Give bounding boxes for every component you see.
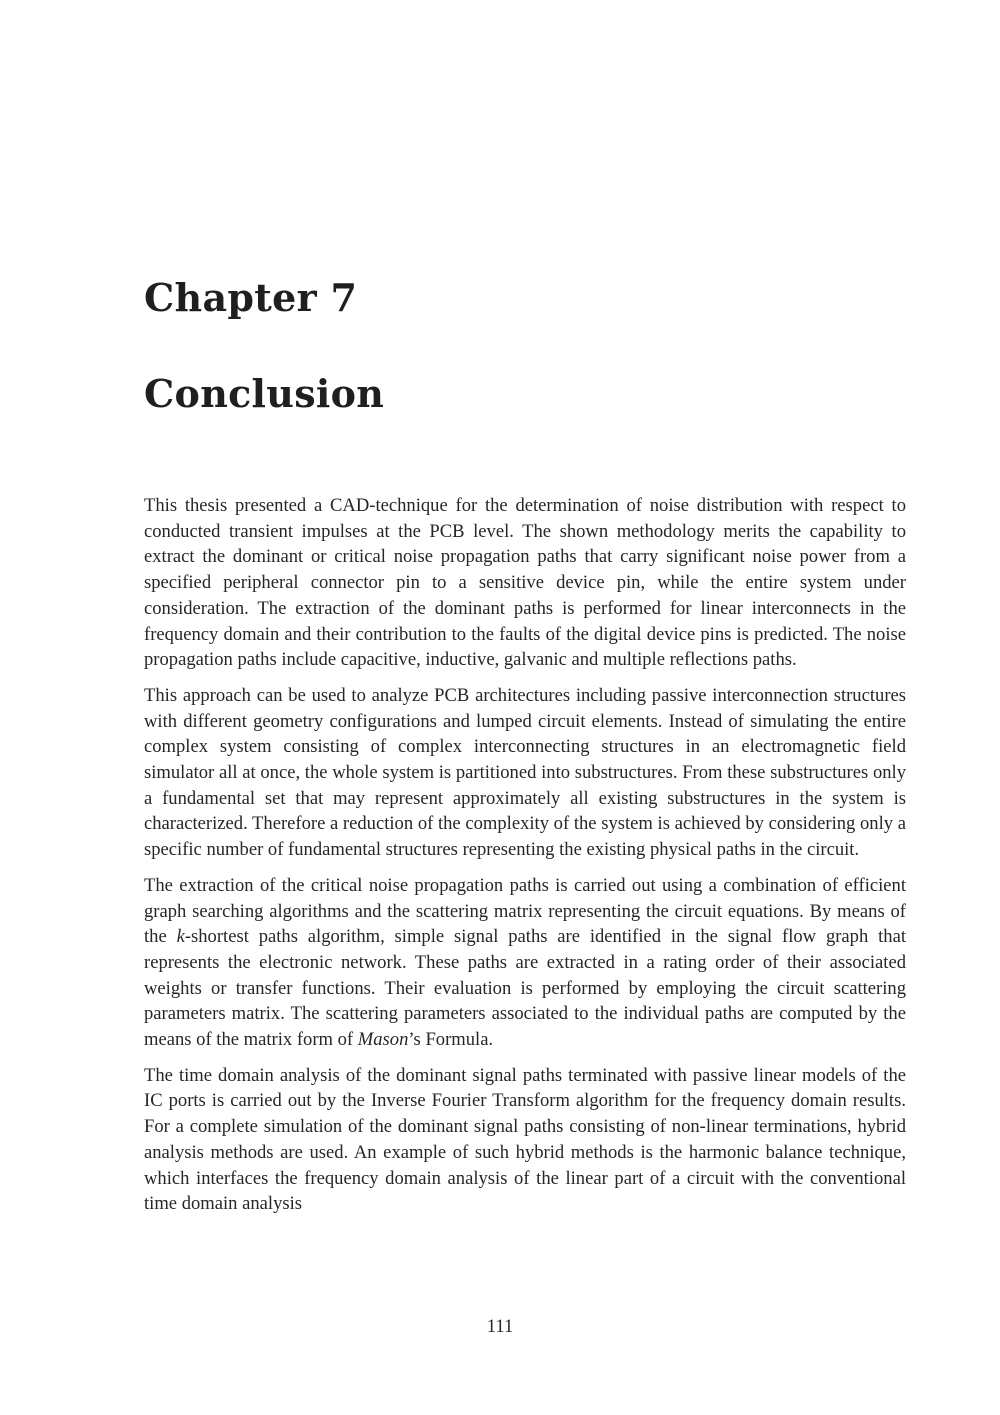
paragraph-3-text-a: The extraction of the critical noise propagation paths is carried out using a combination of efficient graph searching algorithms and the scattering matrix representing the circuit equations. By means of the — [144, 874, 906, 948]
paragraph-3 — [144, 873, 906, 1053]
paragraph-3-text-b: -shortest paths algorithm, simple signal paths are identified in the signal flow graph that represents the electronic network. These paths are extracted in a rating order of their associated weights or transfer functions. Their evaluation is performed by employing the circuit scattering parameters matrix. The scattering parameters associated to the individual paths are computed by the means of the matrix form of — [144, 926, 906, 1051]
paragraph-3-text-c: ’s Formula. — [408, 1029, 494, 1051]
k-variable: k — [176, 926, 185, 948]
chapter-number: Chapter 7 — [144, 275, 358, 320]
page-number: 111 — [486, 1316, 514, 1337]
paragraph-1: This thesis presented a CAD-technique for the determination of noise distribution with respect to conducted transient impulses at the PCB level. The shown methodology merits the capability to extract the dominant or critical noise propagation paths that carry significant noise power from a specified peripheral connector pin to a sensitive device pin, while the entire system under consideration. The extraction of the dominant paths is performed for linear interconnects in the frequency domain and their contribution to the faults of the digital device pins is predicted. The noise propagation paths include capacitive, inductive, galvanic and multiple reflections paths. — [144, 495, 906, 671]
chapter-body — [144, 493, 906, 1227]
paragraph-2: This approach can be used to analyze PCB architectures including passive interconnection structures with different geometry configurations and lumped circuit elements. Instead of simulating the entire complex system consisting of complex interconnecting structures in an electromagnetic field simulator all at once, the whole system is partitioned into substructures. From these substructures only a fundamental set that may represent approximately all existing substructures in the system is characterized. Therefore a reduction of the complexity of the system is achieved by considering only a specific number of fundamental structures representing the existing physical paths in the circuit. — [144, 684, 906, 861]
mason-name: Mason — [357, 1029, 409, 1051]
paragraph-4: The time domain analysis of the dominant signal paths terminated with passive linear models of the IC ports is carried out by the Inverse Fourier Transform algorithm for the frequency domain results. For a complete simulation of the dominant signal paths consisting of non-linear terminations, hybrid analysis methods are used. An example of such hybrid methods is the harmonic balance technique, which interfaces the frequency domain analysis of the linear part of a circuit with the conventional time domain analysis — [144, 1064, 906, 1215]
chapter-title: Conclusion — [144, 371, 385, 416]
